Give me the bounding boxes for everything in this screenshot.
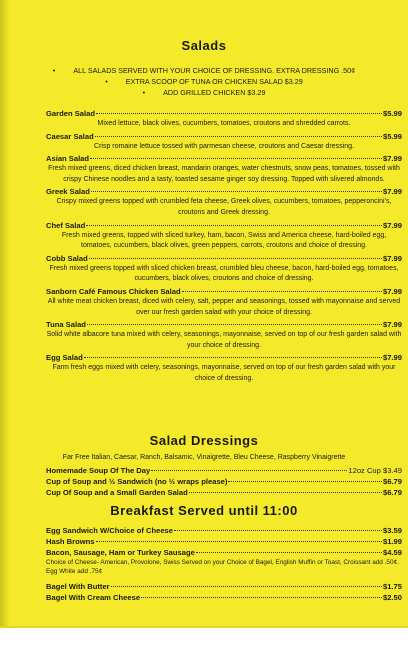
menu-item-row [46,153,402,164]
item-price: $7.99 [382,286,402,296]
item-description: Solid white albacore tuna mixed with celery, seasonings, mayonnaise, served on top of our fresh garden salad with your choice of dressing. [46,331,402,349]
item-description: Crispy mixed greens topped with crumbled feta cheese, Greek olives, cucumbers, tomatoes, pepperoncini's, croutons and Greek dressing. [56,198,392,216]
scan-bottom-edge [0,626,408,653]
dot-leader [189,492,382,493]
item-price: $5.99 [382,131,402,141]
item-description: Crisp romaine lettuce tossed with parmesan cheese, croutons and Caesar dressing. [94,142,354,150]
menu-item-row [46,487,402,498]
item-name: Cobb Salad [46,253,88,263]
dot-leader [90,158,382,159]
menu-item-row [46,581,402,592]
dot-leader [84,357,382,358]
item-name: Greek Salad [46,187,90,197]
item-price: $2.50 [382,592,402,602]
salads-list [46,108,402,386]
dot-leader [96,541,382,542]
salads-heading: Salads [181,38,227,53]
item-price: $6.79 [382,488,402,497]
menu-item-row [46,253,402,264]
item-name: Caesar Salad [46,131,94,141]
breakfast-list [46,525,402,603]
item-name: Hash Browns [46,537,95,546]
item-price: $7.99 [382,253,402,263]
item-description: Fresh mixed greens topped with sliced chicken breast, crumbled bleu cheese, bacon, hard-boiled egg, tomatoes, cucumbers, black olives, croutons and choice of dressing. [49,264,399,283]
item-price: $7.99 [382,353,402,363]
dot-leader [174,530,382,531]
item-price: $5.99 [382,109,402,118]
dot-leader [196,552,382,553]
breakfast-note: Choice of Cheese- American, Provolone, Swiss Served on your Choice of Bagel, English Muffin or Toast, Croissant add .50¢. Egg White add .75¢ [46,559,399,576]
item-description: Mixed lettuce, black olives, cucumbers, tomatoes, croutons and shredded carrots. [97,120,351,127]
bullet-icon: • [52,66,56,75]
item-name: Sanborn Café Famous Chicken Salad [46,286,181,296]
menu-item-row [46,476,402,487]
item-name: Bagel With Cream Cheese [46,592,141,602]
item-price: $7.99 [382,220,402,230]
item-name: Bagel With Butter [46,581,110,591]
dot-leader [111,586,382,587]
menu-item-row [46,525,402,536]
bullet-icon: • [105,77,108,86]
item-name: Asian Salad [46,154,90,164]
item-name: Bacon, Sausage, Ham or Turkey Sausage [46,548,195,557]
dot-leader [182,291,382,292]
item-name: Homemade Soup Of The Day [46,466,151,475]
item-name: Egg Salad [46,353,83,363]
item-price: $7.99 [382,320,402,330]
dot-leader [151,470,347,471]
note-item: • ADD GRILLED CHICKEN $3.29 [142,88,266,97]
item-name: Egg Sandwich W/Choice of Cheese [46,526,174,535]
menu-item-row [46,131,402,142]
dot-leader [96,113,382,114]
item-name: Cup of Soup and ½ Sandwich (no ½ wraps please) [46,477,228,486]
item-description: All white meat chicken breast, diced with celery, salt, pepper and seasonings, tossed with mayonnaise and served over our fresh garden salad with your choice of dressing. [47,297,401,316]
item-name: Cup Of Soup and a Small Garden Salad [46,488,188,497]
item-name: Garden Salad [46,109,95,118]
menu-item-row [46,547,402,558]
item-price: $4.59 [382,548,402,557]
item-price: $7.99 [382,154,402,164]
menu-item-row [46,352,402,363]
note-item: • ALL SALADS SERVED WITH YOUR CHOICE OF DRESSING. EXTRA DRESSING .50¢ [52,66,356,75]
salads-notes [0,65,408,98]
dressings-list: Far Free Italian, Caesar, Ranch, Balsamic, Vinaigrette, Bleu Cheese, Raspberry Vinaigrette [62,454,346,461]
dot-leader [86,225,382,226]
dot-leader [91,191,382,192]
menu-item-row [46,286,402,297]
dressings-heading: Salad Dressings [149,433,259,448]
item-name: Tuna Salad [46,320,86,330]
menu-item-row [46,319,402,330]
soup-list [46,465,402,498]
item-description: Fresh mixed greens, topped with sliced turkey, ham, bacon, Swiss and America cheese, hard-boiled egg, tomatoes, cucumbers, black olives, green peppers, carrots, croutons and choice of dressing. [61,231,387,250]
item-price: $6.79 [382,477,402,486]
note-item: • EXTRA SCOOP OF TUNA OR CHICKEN SALAD $3.29 [105,77,303,86]
item-description: Farm fresh eggs mixed with celery, seasonings, mayonnaise, served on top of our fresh garden salad with your choice of dressing. [52,364,396,382]
dot-leader [87,324,382,325]
menu-item-row [46,108,402,119]
item-price: $7.99 [382,187,402,197]
paper-fold-line [0,626,408,628]
dot-leader [95,136,382,137]
dot-leader [228,481,382,482]
item-name: Chef Salad [46,220,86,230]
menu-item-row [46,592,402,603]
menu-item-row [46,536,402,547]
item-price: $1.99 [382,537,402,546]
bullet-icon: • [142,88,146,97]
item-description: Fresh mixed greens, diced chicken breast, mandarin oranges, water chestnuts, snow peas, tomatoes, tossed with crispy Chinese noodles and a tasty, toasted sesame ginger soy dressing. Topped with slivered almonds. [48,165,400,183]
menu-item-row [46,186,402,197]
dot-leader [89,258,382,259]
dot-leader [141,597,382,598]
menu-item-row [46,465,402,476]
item-price: $1.75 [382,581,402,591]
menu-item-row [46,220,402,231]
item-price: 12oz Cup $3.49 [348,466,402,475]
breakfast-heading: Breakfast Served until 11:00 [110,503,298,518]
item-price: $3.59 [382,526,402,535]
